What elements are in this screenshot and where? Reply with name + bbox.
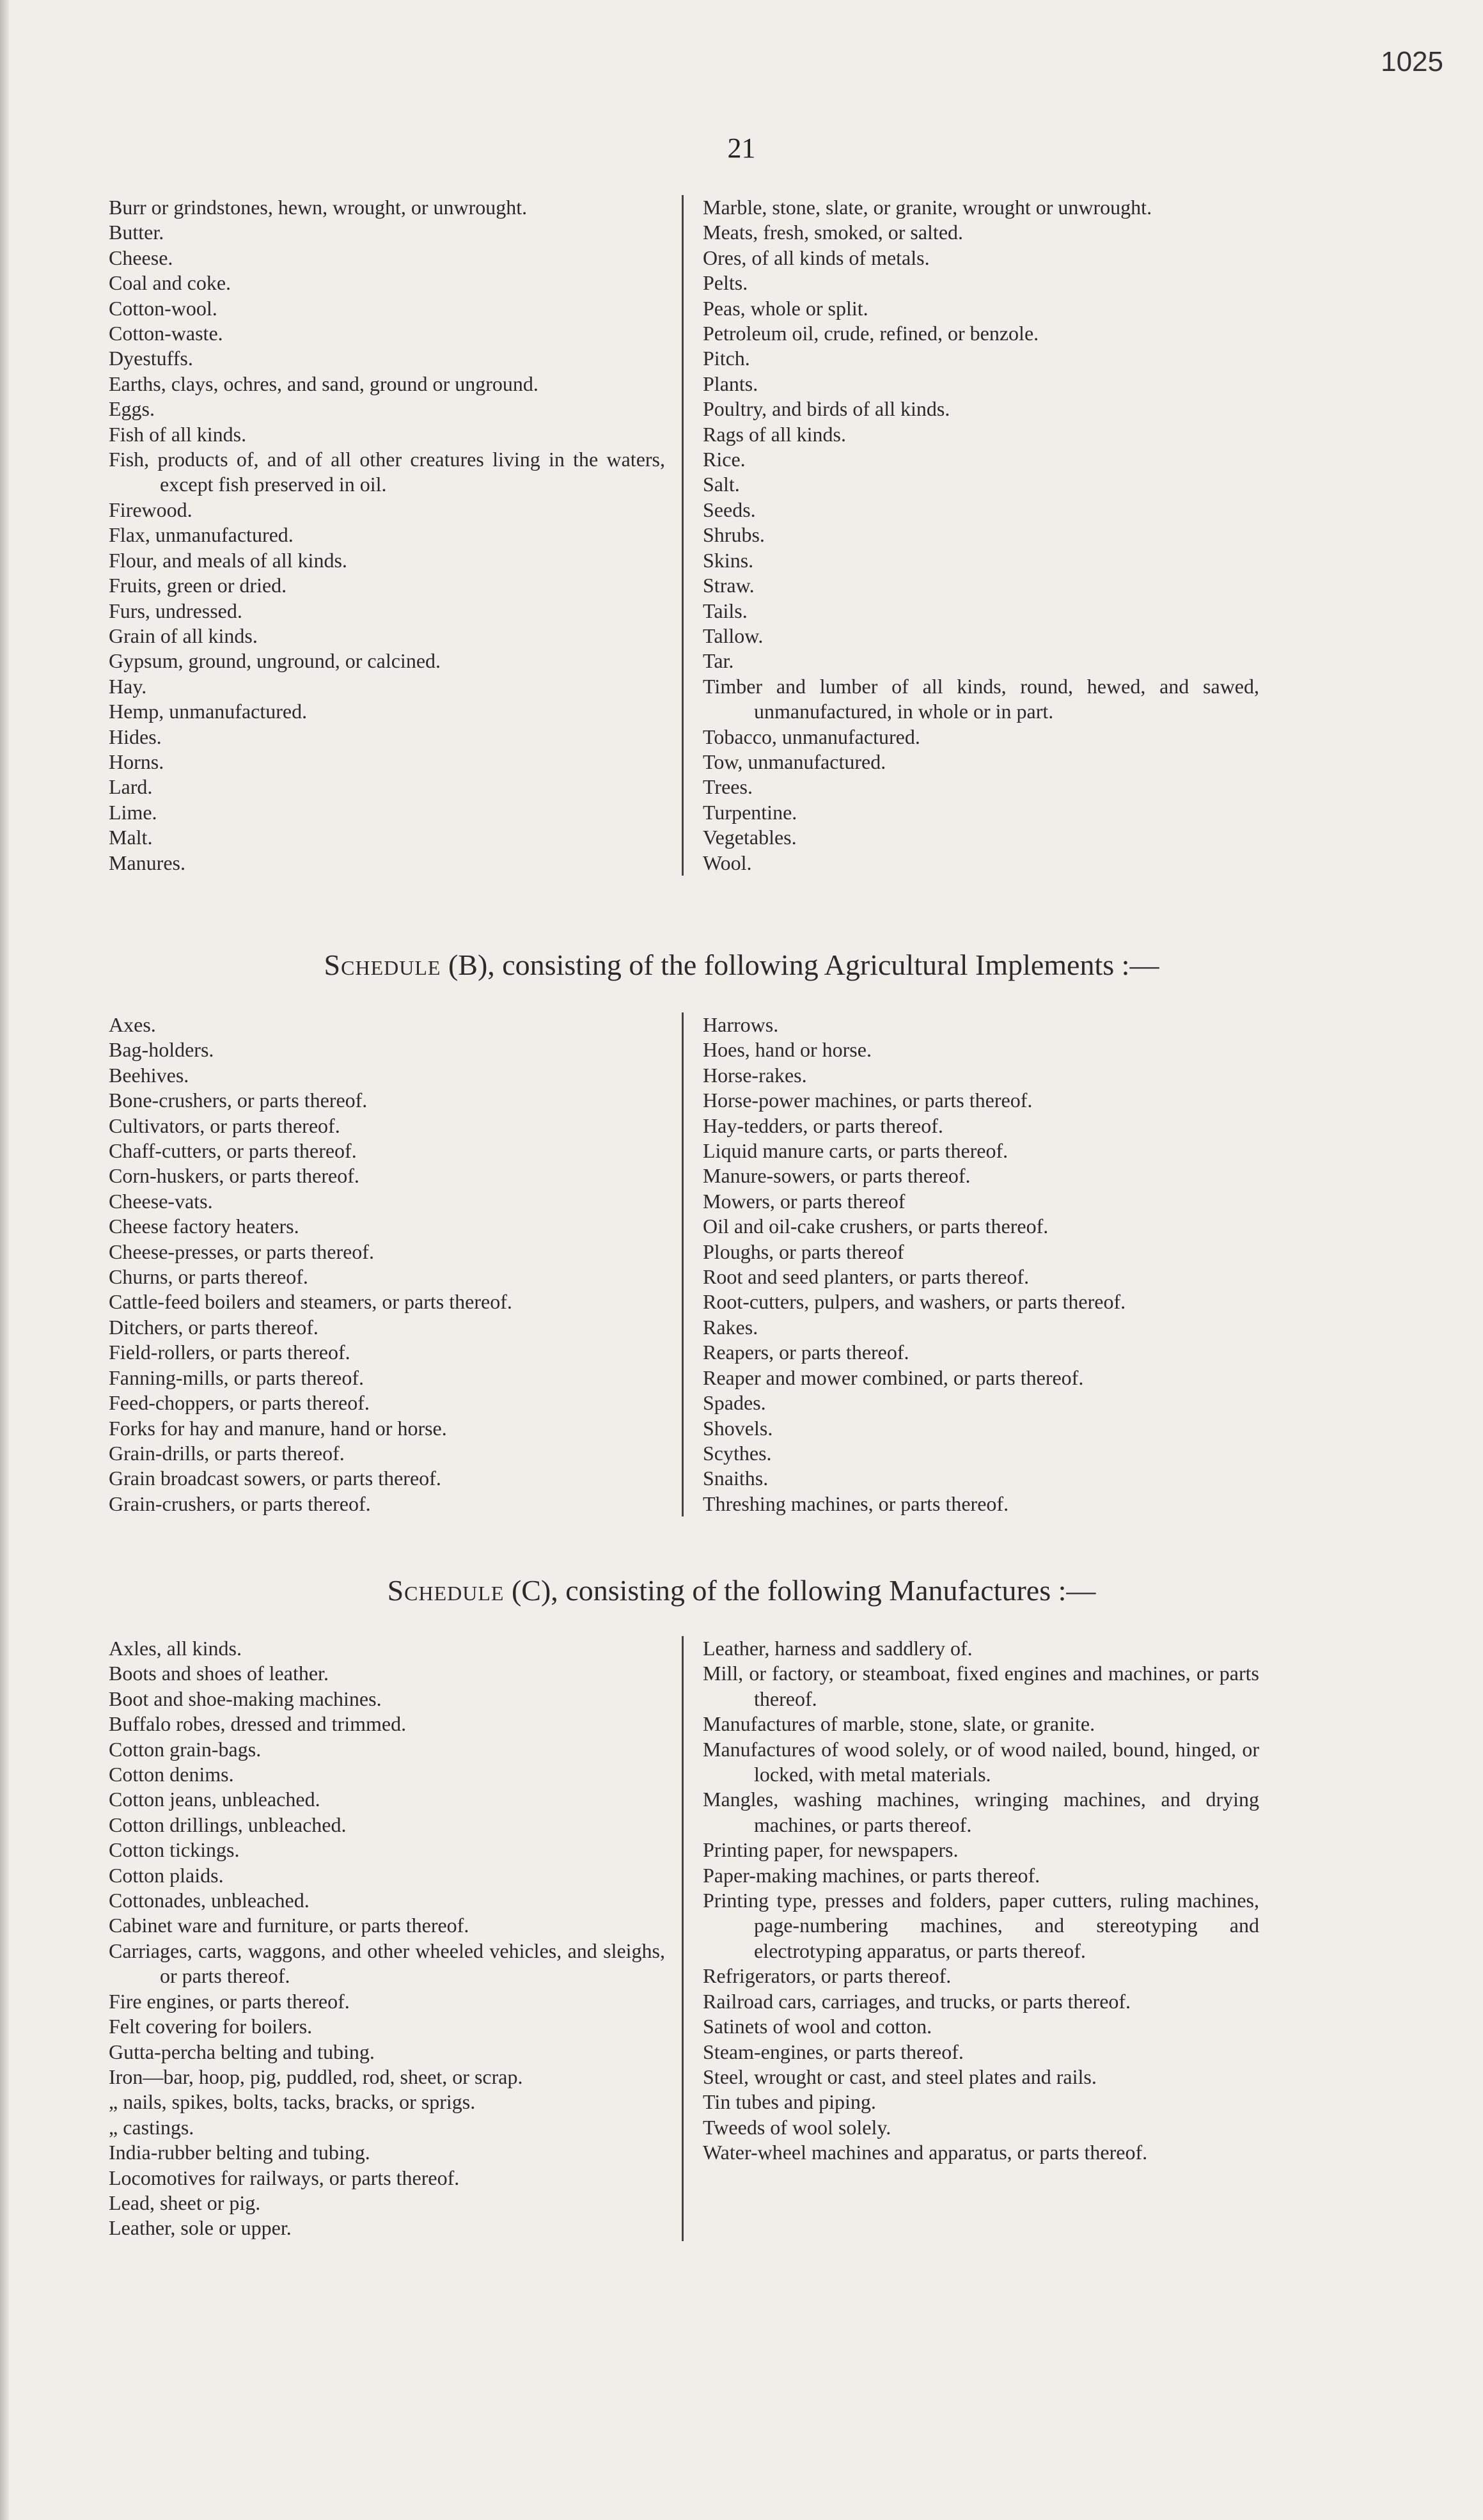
list-item: India-rubber belting and tubing. xyxy=(109,2141,370,2164)
list-item: Boots and shoes of leather. xyxy=(109,1662,329,1685)
list-item: Cotton plaids. xyxy=(109,1863,224,1887)
list-item: Mowers, or parts thereof xyxy=(703,1189,906,1213)
list-item: Rags of all kinds. xyxy=(703,422,846,446)
schedule-b-right-column xyxy=(684,1012,1259,1516)
schedule-c-right-column xyxy=(684,1636,1259,2241)
list-item: Manufactures of marble, stone, slate, or granite. xyxy=(703,1712,1095,1736)
list-item: Ploughs, or parts thereof xyxy=(703,1240,904,1263)
list-item: Corn-huskers, or parts thereof. xyxy=(109,1164,359,1188)
schedule-c-columns xyxy=(109,1636,1260,2241)
list-item: Straw. xyxy=(703,574,755,597)
list-item: Paper-making machines, or parts thereof. xyxy=(703,1863,1040,1887)
page-number: 21 xyxy=(727,132,756,164)
list-item: Flour, and meals of all kinds. xyxy=(109,548,347,572)
list-item: Cotton jeans, unbleached. xyxy=(109,1788,320,1811)
list-item: Beehives. xyxy=(109,1063,189,1087)
schedule-b-heading-label: Schedule xyxy=(324,949,441,981)
list-item: Bag-holders. xyxy=(109,1038,214,1062)
list-item: Salt. xyxy=(703,473,740,496)
list-item: Skins. xyxy=(703,548,754,572)
schedule-c-left-column xyxy=(109,1636,684,2241)
list-item: Hay-tedders, or parts thereof. xyxy=(703,1114,943,1137)
schedule-b-columns xyxy=(109,1012,1260,1516)
list-item: Lead, sheet or pig. xyxy=(109,2191,261,2214)
list-item: Butter. xyxy=(109,221,164,244)
list-item: Fanning-mills, or parts thereof. xyxy=(109,1366,365,1389)
list-item: Shovels. xyxy=(703,1416,773,1440)
list-item: Reaper and mower combined, or parts thereof. xyxy=(703,1366,1084,1389)
schedule-c-heading-text: (C), consisting of the following Manufactures :— xyxy=(504,1574,1096,1607)
list-item: Eggs. xyxy=(109,397,155,421)
list-item: Manure-sowers, or parts thereof. xyxy=(703,1164,971,1188)
list-item: Steam-engines, or parts thereof. xyxy=(703,2040,964,2063)
list-item: Root and seed planters, or parts thereof. xyxy=(703,1265,1030,1289)
list-item: Tails. xyxy=(703,599,748,622)
list-item: Vegetables. xyxy=(703,826,797,849)
list-item: Hemp, unmanufactured. xyxy=(109,700,308,723)
list-item: Gypsum, ground, unground, or calcined. xyxy=(109,649,441,673)
list-item: Fish of all kinds. xyxy=(109,422,247,446)
list-item: Shrubs. xyxy=(703,523,765,547)
list-item: Tobacco, unmanufactured. xyxy=(703,725,920,748)
list-item: Burr or grindstones, hewn, wrought, or unwrought. xyxy=(109,196,528,219)
list-item: Pitch. xyxy=(703,347,750,370)
list-item: Wool. xyxy=(703,851,752,874)
list-item: Carriages, carts, waggons, and other wheeled vehicles, and sleighs, or parts thereof. xyxy=(109,1939,665,1988)
list-item: Marble, stone, slate, or granite, wrought or unwrought. xyxy=(703,196,1152,219)
list-item: Flax, unmanufactured. xyxy=(109,523,294,547)
list-item: Threshing machines, or parts thereof. xyxy=(703,1492,1009,1515)
section-a-right-column xyxy=(684,195,1259,876)
list-item: Rice. xyxy=(703,448,746,471)
list-item: Fruits, green or dried. xyxy=(109,574,287,597)
list-item: Churns, or parts thereof. xyxy=(109,1265,308,1289)
list-item: Manures. xyxy=(109,851,185,874)
list-item: Water-wheel machines and apparatus, or parts thereof. xyxy=(703,2141,1148,2164)
list-item: Grain-drills, or parts thereof. xyxy=(109,1441,345,1465)
list-item: Cheese-presses, or parts thereof. xyxy=(109,1240,374,1263)
list-item: Dyestuffs. xyxy=(109,347,193,370)
list-item: Reapers, or parts thereof. xyxy=(703,1341,909,1364)
list-item: Trees. xyxy=(703,775,753,799)
list-item: Earths, clays, ochres, and sand, ground or unground. xyxy=(109,372,538,395)
list-item: Locomotives for railways, or parts thereof. xyxy=(109,2166,460,2189)
list-item: Cotton tickings. xyxy=(109,1838,240,1862)
list-item: Buffalo robes, dressed and trimmed. xyxy=(109,1712,407,1736)
list-item: Petroleum oil, crude, refined, or benzole. xyxy=(703,322,1039,345)
list-item: Spades. xyxy=(703,1391,766,1415)
list-item: Felt covering for boilers. xyxy=(109,2015,313,2038)
list-item: Chaff-cutters, or parts thereof. xyxy=(109,1139,357,1163)
list-item: Furs, undressed. xyxy=(109,599,242,622)
list-item: Gutta-percha belting and tubing. xyxy=(109,2040,375,2063)
list-item: Grain of all kinds. xyxy=(109,624,258,647)
list-item: Steel, wrought or cast, and steel plates and rails. xyxy=(703,2065,1097,2088)
list-item: Coal and coke. xyxy=(109,271,231,295)
list-item: Axes. xyxy=(109,1013,156,1036)
list-item: Printing type, presses and folders, paper cutters, ruling machines, page-numbering machines, and stereotyping and electrotyping apparatus, or parts thereof. xyxy=(703,1889,1259,1962)
list-item: Peas, whole or split. xyxy=(703,296,868,320)
list-item: Rakes. xyxy=(703,1315,758,1339)
schedule-b-heading-text: (B), consisting of the following Agricultural Implements :— xyxy=(441,949,1159,981)
list-item: Cabinet ware and furniture, or parts thereof. xyxy=(109,1914,469,1937)
list-item: Tow, unmanufactured. xyxy=(703,750,886,773)
list-item: Tweeds of wool solely. xyxy=(703,2115,891,2139)
list-item: Fish, products of, and of all other creatures living in the waters, except fish preserved in oil. xyxy=(109,448,665,496)
list-item: Harrows. xyxy=(703,1013,779,1036)
list-item: Forks for hay and manure, hand or horse. xyxy=(109,1416,447,1440)
list-item: Firewood. xyxy=(109,498,192,521)
list-item: Cottonades, unbleached. xyxy=(109,1889,310,1912)
list-item: Cotton grain-bags. xyxy=(109,1737,262,1761)
list-item: Horse-power machines, or parts thereof. xyxy=(703,1089,1033,1112)
list-item: Grain broadcast sowers, or parts thereof. xyxy=(109,1467,441,1490)
list-item: Axles, all kinds. xyxy=(109,1637,242,1660)
list-item: Cotton drillings, unbleached. xyxy=(109,1813,347,1836)
list-item: Cheese factory heaters. xyxy=(109,1215,299,1238)
list-item: Tin tubes and piping. xyxy=(703,2090,876,2114)
list-item: Turpentine. xyxy=(703,800,797,824)
list-item: Hides. xyxy=(109,725,162,748)
list-item: Cheese. xyxy=(109,246,173,269)
schedule-b-heading xyxy=(0,948,1483,982)
list-item: Cultivators, or parts thereof. xyxy=(109,1114,340,1137)
list-item: Horns. xyxy=(109,750,164,773)
list-item: Feed-choppers, or parts thereof. xyxy=(109,1391,370,1415)
schedule-c-heading-label: Schedule xyxy=(387,1574,505,1607)
list-item: Cheese-vats. xyxy=(109,1189,213,1213)
list-item: Ores, of all kinds of metals. xyxy=(703,246,930,269)
section-a-columns xyxy=(109,195,1260,876)
list-item: Cotton denims. xyxy=(109,1763,234,1786)
list-item: Field-rollers, or parts thereof. xyxy=(109,1341,350,1364)
list-item: Poultry, and birds of all kinds. xyxy=(703,397,950,421)
list-item: Scythes. xyxy=(703,1441,772,1465)
section-a-left-column xyxy=(109,195,684,876)
page-edge-shadow xyxy=(0,0,9,2520)
list-item: Oil and oil-cake crushers, or parts thereof. xyxy=(703,1215,1049,1238)
list-item: Horse-rakes. xyxy=(703,1063,807,1087)
schedule-c-heading xyxy=(0,1573,1483,1607)
list-item: Lard. xyxy=(109,775,153,799)
list-item: Satinets of wool and cotton. xyxy=(703,2015,932,2038)
list-item: Meats, fresh, smoked, or salted. xyxy=(703,221,964,244)
list-item: Railroad cars, carriages, and trucks, or parts thereof. xyxy=(703,1989,1131,2013)
list-item: Iron—bar, hoop, pig, puddled, rod, sheet, or scrap. xyxy=(109,2065,523,2088)
list-item: Malt. xyxy=(109,826,153,849)
list-item: Tar. xyxy=(703,649,734,673)
list-item: Mangles, washing machines, wringing machines, and drying machines, or parts thereof. xyxy=(703,1788,1259,1836)
list-item: Hay. xyxy=(109,674,147,698)
list-item: Bone-crushers, or parts thereof. xyxy=(109,1089,368,1112)
list-item: Hoes, hand or horse. xyxy=(703,1038,872,1062)
list-item: Boot and shoe-making machines. xyxy=(109,1687,382,1710)
list-item: Printing paper, for newspapers. xyxy=(703,1838,959,1862)
list-item: „ castings. xyxy=(109,2115,194,2139)
list-item: Cotton-wool. xyxy=(109,296,217,320)
list-item: Fire engines, or parts thereof. xyxy=(109,1989,350,2013)
list-item: Liquid manure carts, or parts thereof. xyxy=(703,1139,1008,1163)
list-item: Ditchers, or parts thereof. xyxy=(109,1315,318,1339)
list-item: Manufactures of wood solely, or of wood nailed, bound, hinged, or locked, with metal materials. xyxy=(703,1737,1259,1786)
list-item: Pelts. xyxy=(703,271,748,295)
list-item: Seeds. xyxy=(703,498,756,521)
list-item: Refrigerators, or parts thereof. xyxy=(703,1964,952,1988)
list-item: Cattle-feed boilers and steamers, or parts thereof. xyxy=(109,1290,512,1314)
list-item: Grain-crushers, or parts thereof. xyxy=(109,1492,371,1515)
list-item: Mill, or factory, or steamboat, fixed engines and machines, or parts thereof. xyxy=(703,1662,1259,1710)
folio-number: 1025 xyxy=(1381,46,1443,77)
schedule-b-left-column xyxy=(109,1012,684,1516)
list-item: Plants. xyxy=(703,372,758,395)
list-item: Root-cutters, pulpers, and washers, or parts thereof. xyxy=(703,1290,1126,1314)
list-item: Tallow. xyxy=(703,624,764,647)
list-item: Lime. xyxy=(109,800,157,824)
list-item: Cotton-waste. xyxy=(109,322,223,345)
list-item: Leather, harness and saddlery of. xyxy=(703,1637,973,1660)
list-item: Leather, sole or upper. xyxy=(109,2216,292,2240)
list-item: Snaiths. xyxy=(703,1467,769,1490)
list-item: „ nails, spikes, bolts, tacks, bracks, or sprigs. xyxy=(109,2090,476,2114)
list-item: Timber and lumber of all kinds, round, hewed, and sawed, unmanufactured, in whole or in part. xyxy=(703,674,1259,723)
